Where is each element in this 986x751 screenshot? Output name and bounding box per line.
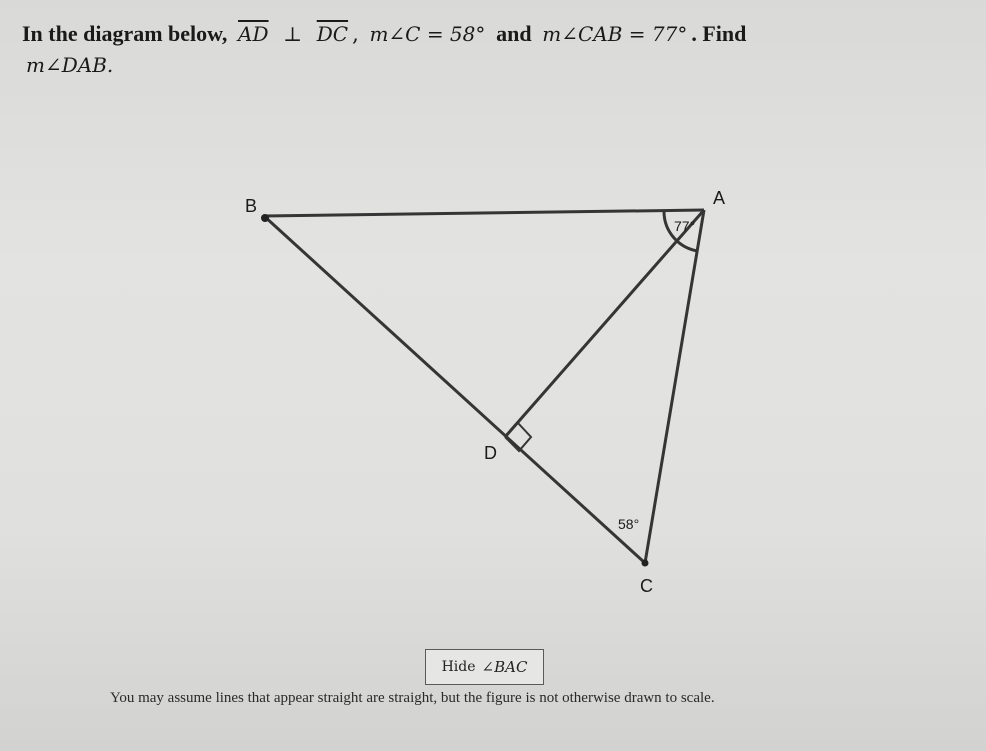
perpendicular-symbol: ⊥ [283, 22, 303, 46]
angle-c-label: 58° [618, 516, 640, 532]
angle-a-label: 77° [674, 218, 696, 234]
hide-button-angle: ∠BAC [481, 658, 528, 676]
given-angle-c: m∠C = 58° [369, 22, 486, 46]
vertex-c-dot [642, 560, 649, 567]
scale-disclaimer: You may assume lines that appear straight are straight, but the figure is not otherwise drawn to scale. [110, 690, 715, 706]
segment-ad-line [505, 210, 704, 437]
question-find: . Find [691, 21, 747, 46]
side-ac [645, 210, 704, 563]
segment-ad-label: $\overline{AD}$ [238, 22, 269, 46]
vertex-d-label: D [484, 443, 497, 463]
vertex-b-dot [261, 214, 269, 222]
side-bc [264, 216, 645, 563]
side-ba [264, 210, 704, 216]
vertex-b-label: B [245, 196, 258, 216]
question-and: and [496, 21, 532, 46]
given-angle-cab: m∠CAB = 77° [542, 22, 688, 46]
vertex-a-label: A [713, 188, 726, 208]
question-comma: , [352, 22, 359, 46]
hide-angle-button[interactable] [425, 649, 544, 685]
segment-dc-label: $\overline{DC}$ [316, 22, 349, 46]
question-intro: In the diagram below, [22, 21, 228, 46]
question-target: m∠DAB. [26, 53, 114, 77]
hide-button-label: Hide [441, 659, 476, 675]
vertex-c-label: C [640, 576, 653, 596]
